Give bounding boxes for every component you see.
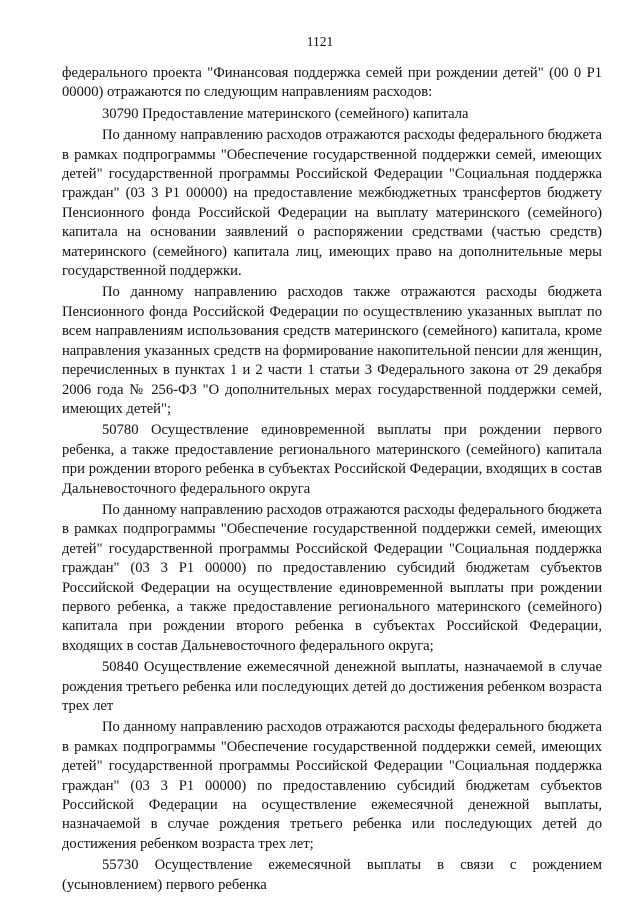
paragraph-code-50780: 50780 Осуществление единовременной выплаты при рождении первого ребенка, а также предоставление регионального материнского (семейного) капитала при рождении второго ребенка в субъектах Российской Федерации, входящих в состав Дальневосточного федерального округа <box>62 422 602 497</box>
page-number: 1121 <box>306 34 334 49</box>
paragraph-code-30790: 30790 Предоставление материнского (семейного) капитала <box>102 105 469 122</box>
paragraph-intro: федерального проекта "Финансовая поддержка семей при рождении детей" (00 0 Р1 00000) отражаются по следующим направлениям расходов: <box>62 65 602 101</box>
paragraph-code-55730: 55730 Осуществление ежемесячной выплаты в связи с рождением (усыновлением) первого ребенка <box>62 857 602 893</box>
paragraph-30790-additional: По данному направлению расходов также отражаются расходы бюджета Пенсионного фонда Российской Федерации по осуществлению указанных выплат по всем направлениям использования средств материнского (семейного) капитала, кроме направления указанных средств на формирование накопительной пенсии для женщин, перечисленных в пунктах 1 и 2 части 1 статьи 3 Федерального закона от 29 декабря 2006 года № 256-ФЗ "О дополнительных мерах государственной поддержки семей, имеющих детей"; <box>62 284 602 417</box>
paragraph-50840-description: По данному направлению расходов отражаются расходы федерального бюджета в рамках подпрограммы "Обеспечение государственной поддержки семей, имеющих детей" государственной программы Российской Федерации "Социальная поддержка граждан" (03 3 Р1 00000) по предоставлению субсидий бюджетам субъектов Российской Федерации на осуществление ежемесячной денежной выплаты, назначаемой в случае рождения третьего ребенка или последующих детей до достижения ребенком возраста трех лет; <box>62 719 602 852</box>
paragraph-30790-description: По данному направлению расходов отражаются расходы федерального бюджета в рамках подпрограммы "Обеспечение государственной поддержки семей, имеющих детей" государственной программы Российской Федерации "Социальная поддержка граждан" (03 3 Р1 00000) на предоставление межбюджетных трансфертов бюджету Пенсионного фонда Российской Федерации на выплату материнского (семейного) капитала на основании заявлений о распоряжении средствами (частью средств) материнского (семейного) капитала лиц, имеющих право на дополнительные меры государственной поддержки. <box>62 127 602 280</box>
document-body <box>62 64 602 897</box>
paragraph-50780-description: По данному направлению расходов отражаются расходы федерального бюджета в рамках подпрограммы "Обеспечение государственной поддержки семей, имеющих детей" государственной программы Российской Федерации "Социальная поддержка граждан" (03 3 Р1 00000) по предоставлению субсидий бюджетам субъектов Российской Федерации на осуществление единовременной выплаты при рождении первого ребенка, а также предоставление регионального материнского (семейного) капитала при рождении второго ребенка в субъектах Российской Федерации, входящих в состав Дальневосточного федерального округа; <box>62 501 602 654</box>
paragraph-code-50840: 50840 Осуществление ежемесячной денежной выплаты, назначаемой в случае рождения третьего ребенка или последующих детей до достижения ребенком возраста трех лет <box>62 659 602 714</box>
